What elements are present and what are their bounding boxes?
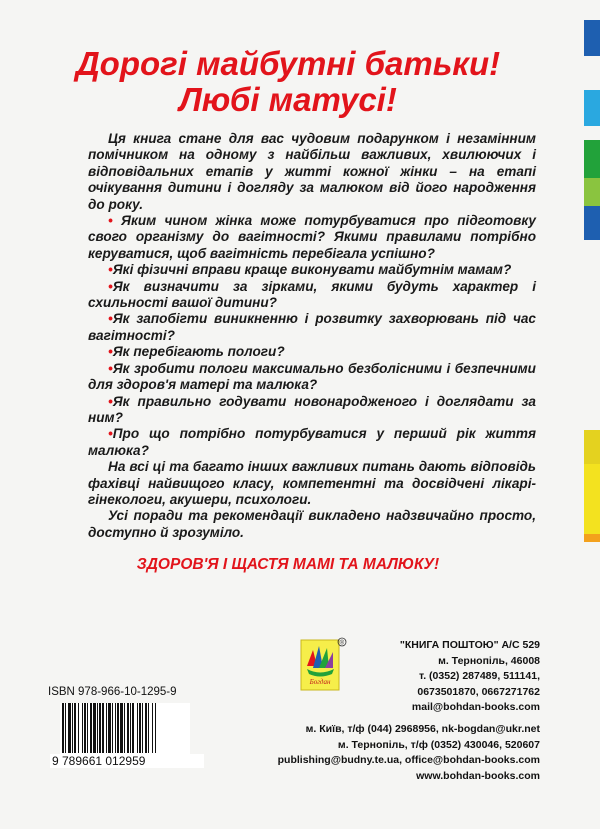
page-title: [0, 46, 576, 118]
color-tab: [584, 206, 600, 240]
bullet-icon: •: [108, 426, 113, 442]
registered-mark: ®: [339, 640, 345, 647]
answer-paragraph: На всі ці та багато інших важливих питань дають відповідь фахівці найвищого класу, компетентні та досвідчені лікарі-гінекологи, акушери, психологи.: [88, 459, 536, 507]
color-tab: [584, 178, 600, 206]
intro-paragraph: Ця книга стане для вас чудовим подарунком і незамінним помічником на одному з найбільш важливих, хвилюючих і відповідальних етапів у житті кожної жінки – на етапі очікування дитини і догляду за малюком від його народження до року.: [88, 131, 536, 212]
publisher-line: т. (0352) 287489, 511141,: [419, 670, 540, 682]
publisher-line: "КНИГА ПОШТОЮ" А/С 529: [399, 639, 540, 651]
publisher-address: [340, 638, 540, 716]
description: [88, 131, 536, 541]
publisher-email: mail@bohdan-books.com: [411, 701, 540, 713]
question-item: •Як визначити за зірками, якими будуть характер і схильності вашої дитини?: [88, 278, 536, 311]
color-tab: [584, 430, 600, 464]
bullet-icon: •: [108, 344, 113, 360]
isbn: ISBN 978-966-10-1295-9: [48, 686, 177, 698]
question-item: • Яким чином жінка може потурбуватися про підготовку свого організму до вагітності? Якими правилами потрібно керуватися, щоб вагітність перебігала успішно?: [88, 213, 536, 261]
color-tab: [584, 140, 600, 178]
publisher-line: 0673501870, 0667271762: [417, 685, 540, 698]
question-item: •Як зробити пологи максимально безболісними і безпечними для здоров'я матері та малюка?: [88, 360, 536, 393]
contact-website: www.bohdan-books.com: [416, 769, 540, 782]
color-tab: [584, 90, 600, 126]
color-tab: [584, 20, 600, 56]
title-line-1: Дорогі майбутні батьки!: [75, 45, 501, 82]
color-tabs: [582, 0, 600, 829]
bullet-icon: •: [108, 278, 113, 294]
publisher-line: м. Тернопіль, 46008: [438, 654, 540, 667]
contact-line: м. Київ, т/ф (044) 2968956, nk-bogdan@ukr.net: [305, 723, 540, 735]
question-item: •Як перебігають пологи?: [108, 344, 285, 360]
logo-text: Богдан: [309, 678, 331, 686]
closing-paragraph: Усі поради та рекомендації викладено надзвичайно просто, доступно й зрозуміло.: [88, 508, 536, 540]
bullet-icon: •: [108, 213, 113, 229]
title-line-2: Любі матусі!: [179, 81, 397, 118]
color-tab: [584, 464, 600, 534]
contact-line: publishing@budny.te.ua, office@bohdan-books.com: [277, 754, 540, 767]
color-tab: [584, 534, 600, 542]
question-item: •Як правильно годувати новонародженого і доглядати за ним?: [88, 393, 536, 425]
bullet-icon: •: [108, 262, 113, 278]
bullet-icon: •: [108, 360, 113, 376]
slogan: ЗДОРОВ'Я І ЩАСТЯ МАМІ ТА МАЛЮКУ!: [136, 556, 440, 573]
bullet-icon: •: [108, 393, 113, 409]
question-item: •Як запобігти виникненню і розвитку захворювань під час вагітності?: [88, 311, 536, 343]
contact-line: м. Тернопіль, т/ф (0352) 430046, 520607: [337, 738, 540, 751]
question-item: •Про що потрібно потурбуватися у перший рік життя малюка?: [88, 426, 536, 458]
bullet-icon: •: [108, 311, 113, 327]
question-item: •Які фізичні вправи краще виконувати майбутнім мамам?: [108, 262, 512, 278]
barcode-digits: 9 789661 012959: [50, 754, 204, 768]
contacts: [240, 722, 540, 784]
